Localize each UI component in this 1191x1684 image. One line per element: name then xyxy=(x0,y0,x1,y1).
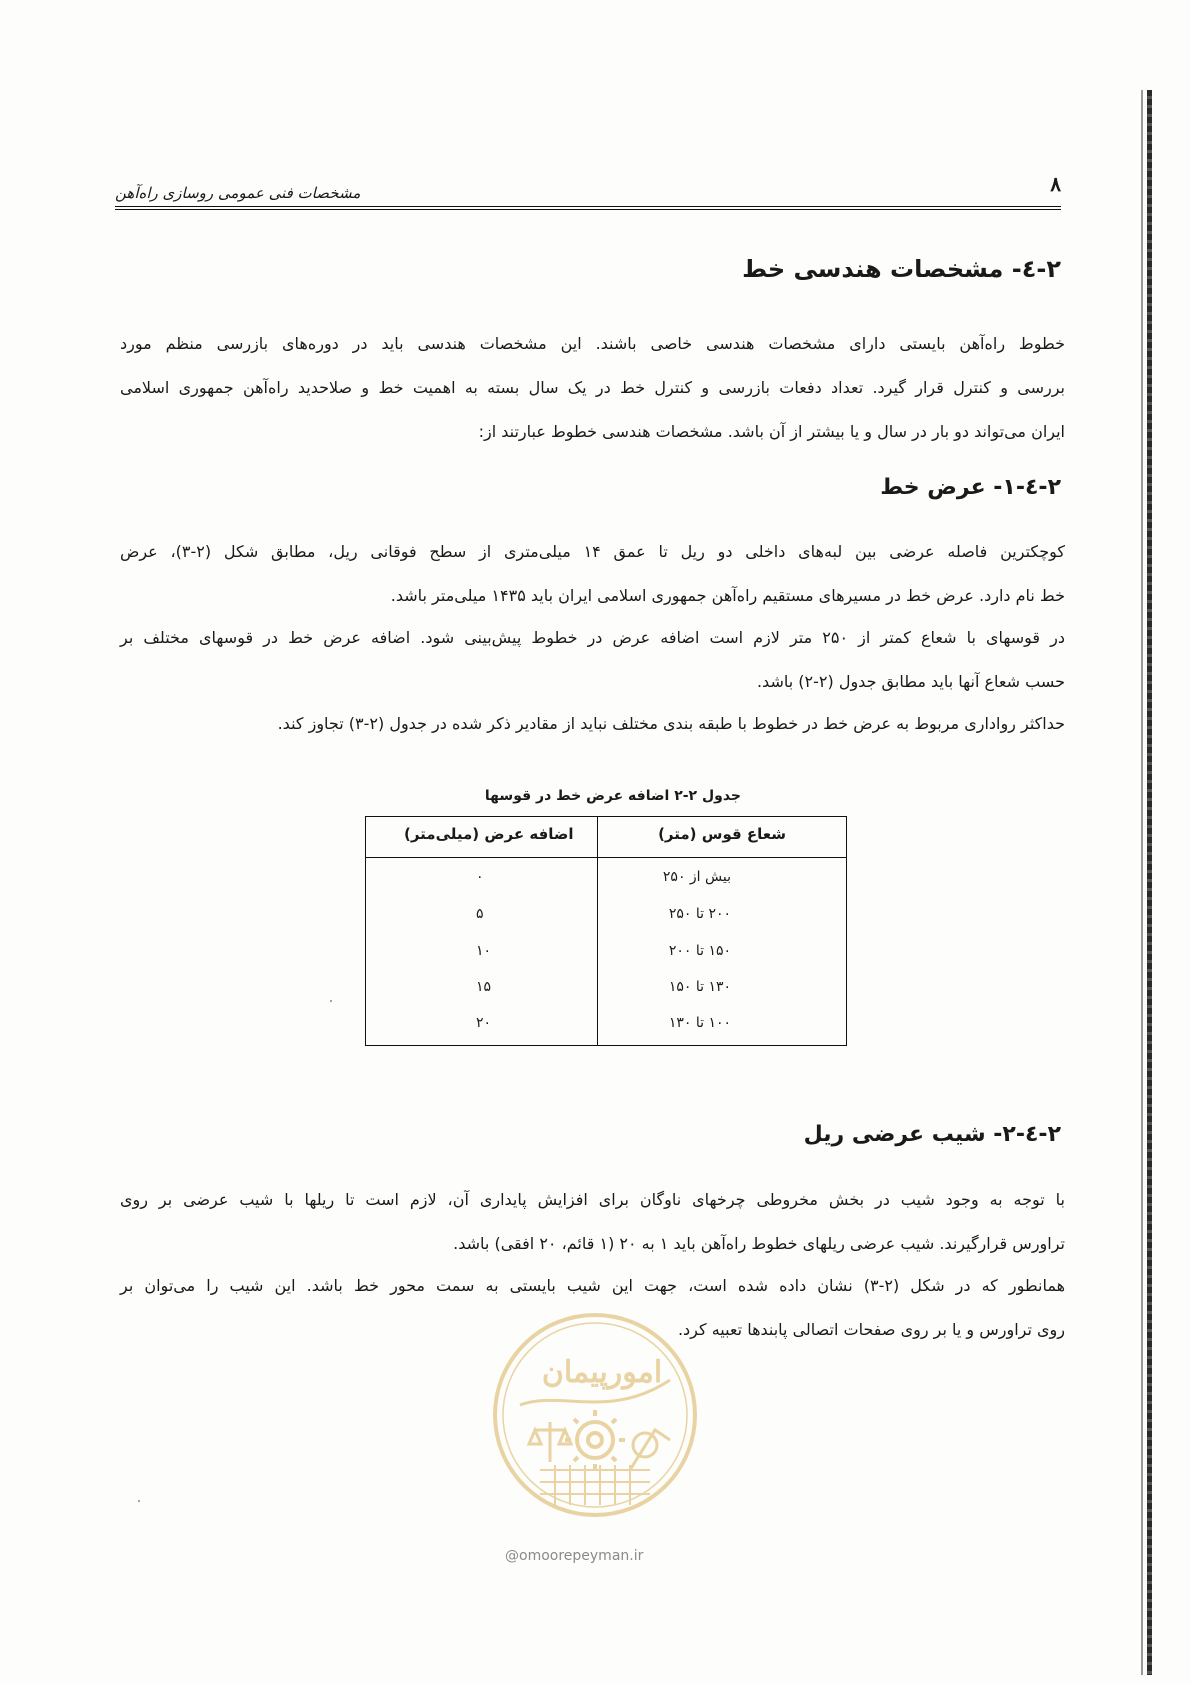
scan-speck xyxy=(138,1500,140,1502)
binding-edge-shadow xyxy=(1147,90,1152,1675)
header-title: مشخصات فنی عمومی روسازی راه‌آهن xyxy=(115,184,361,202)
section-heading: ۲-٤- مشخصات هندسی خط xyxy=(742,255,1061,283)
table-header-radius: شعاع قوس (متر) xyxy=(658,825,786,843)
subsection-heading-track-width: ۲-٤-۱- عرض خط xyxy=(880,475,1061,500)
gear-icon xyxy=(565,1410,625,1470)
table-cell-extra-width: ۵ xyxy=(476,906,484,922)
table-cell-radius: ۱۳۰ تا ۱۵۰ xyxy=(668,979,731,995)
extra-width-table xyxy=(365,816,847,1046)
table-cell-radius: ۲۰۰ تا ۲۵۰ xyxy=(668,906,731,922)
table-cell-extra-width: ۱۵ xyxy=(476,979,492,995)
paragraph-line: خط نام دارد. عرض خط در مسیرهای مستقیم راه‌آهن جمهوری اسلامی ایران باید ۱۴۳۵ میلی‌متر باشد. xyxy=(390,586,1065,605)
table-cell-radius: ۱۵۰ تا ۲۰۰ xyxy=(668,943,731,959)
watermark-url: @omoorepeyman.ir xyxy=(505,1548,644,1564)
paragraph-line: حداکثر رواداری مربوط به عرض خط در خطوط با طبقه بندی مختلف نباید از مقادیر ذکر شده در جدول (۲-۳) تجاوز کند. xyxy=(277,714,1065,733)
header-rule xyxy=(115,206,1061,210)
paragraph-line: در قوسهای با شعاع کمتر از ۲۵۰ متر لازم است اضافه عرض در خطوط پیش‌بینی شود. اضافه عرض خط در قوسهای مختلف بر xyxy=(120,628,1066,647)
paragraph-line: با توجه به وجود شیب در بخش مخروطی چرخهای ناوگان برای افزایش پایداری آن، لازم است تا ریلها با شیب عرضی بر روی xyxy=(120,1190,1065,1209)
running-header xyxy=(115,172,1061,210)
paragraph-line: ایران می‌تواند دو بار در سال و یا بیشتر از آن باشد. مشخصات هندسی خطوط عبارتند از: xyxy=(478,422,1065,441)
paragraph-line: روی تراورس و یا بر روی صفحات اتصالی پابندها تعبیه کرد. xyxy=(677,1320,1065,1339)
track-width-paragraph-2 xyxy=(120,616,1065,704)
paragraph-line: بررسی و کنترل قرار گیرد. تعداد دفعات بازرسی و کنترل خط در یک سال بسته به اهمیت خط و صلاحدید راه‌آهن جمهوری اسلامی xyxy=(120,378,1065,397)
scan-speck xyxy=(330,1000,332,1002)
binding-edge-line xyxy=(1141,90,1143,1675)
paragraph-line: همانطور که در شکل (۲-۳) نشان داده شده است، جهت این شیب بایستی به سمت محور خط باشد. این شیب را می‌توان بر xyxy=(120,1276,1066,1295)
paragraph-line: خطوط راه‌آهن بایستی دارای مشخصات هندسی خاصی باشند. این مشخصات هندسی باید در دوره‌های بازرسی منظم مورد xyxy=(120,334,1065,353)
table-caption: جدول ۲-۲ اضافه عرض خط در قوسها xyxy=(484,788,741,804)
subsection-heading-rail-cant: ۲-٤-۲- شیب عرضی ریل xyxy=(803,1122,1061,1147)
table-cell-radius: بیش از ۲۵۰ xyxy=(662,869,731,885)
table-cell-extra-width: ۲۰ xyxy=(476,1015,492,1031)
scale-icon xyxy=(529,1422,571,1462)
table-cell-extra-width: ۱۰ xyxy=(476,943,492,959)
table-column-divider xyxy=(597,817,598,1045)
paragraph-line: تراورس قرارگیرند. شیب عرضی ریلهای خطوط راه‌آهن باید ۱ به ۲۰ (۱ قائم، ۲۰ افقی) باشد. xyxy=(453,1234,1065,1253)
page-number: ۸ xyxy=(1050,172,1061,196)
track-width-paragraph-3 xyxy=(120,702,1065,746)
paragraph-line: حسب شعاع آنها باید مطابق جدول (۲-۲) باشد. xyxy=(756,672,1065,691)
watermark-logo-text: امورپیمان xyxy=(541,1355,663,1390)
section-paragraph xyxy=(120,322,1065,454)
gear-crane-icon xyxy=(630,1430,670,1470)
table-header-extra-width: اضافه عرض (میلی‌متر) xyxy=(404,825,574,843)
table-cell-extra-width: ۰ xyxy=(476,869,484,885)
paragraph-line: کوچکترین فاصله عرضی بین لبه‌های داخلی دو ریل تا عمق ۱۴ میلی‌متری از سطح فوقانی ریل، مطابق شکل (۲-۳)، عرض xyxy=(120,542,1066,561)
table-header-divider xyxy=(366,857,846,858)
watermark-logo xyxy=(490,1310,700,1520)
track-width-paragraph-1 xyxy=(120,530,1065,618)
table-cell-radius: ۱۰۰ تا ۱۳۰ xyxy=(668,1015,731,1031)
rail-cant-paragraph-1 xyxy=(120,1178,1065,1266)
